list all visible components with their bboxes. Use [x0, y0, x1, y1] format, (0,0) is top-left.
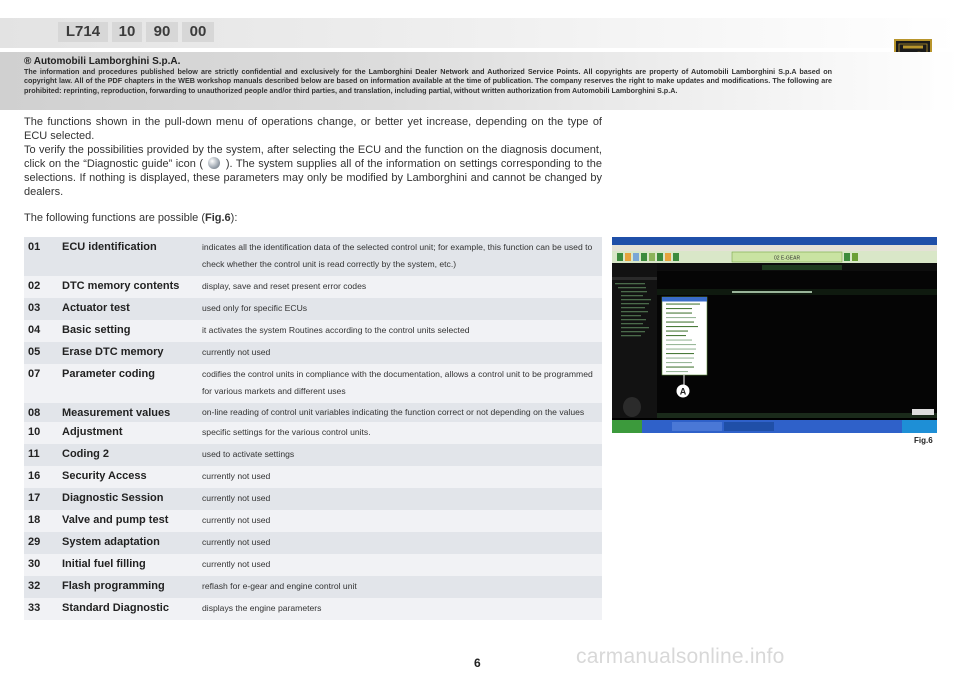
left-navigation-pane	[612, 263, 657, 418]
header-code-section: 90	[146, 22, 178, 42]
function-name: DTC memory contents	[62, 280, 180, 292]
function-name: System adaptation	[62, 536, 160, 548]
function-number: 03	[28, 302, 41, 314]
function-number: 10	[28, 426, 41, 438]
figure-reference: Fig.6	[204, 212, 231, 224]
function-number: 18	[28, 514, 41, 526]
diagnostic-software-screenshot	[612, 237, 937, 433]
function-description: specific settings for the various control units.	[202, 427, 371, 437]
figure-caption: Fig.6	[914, 436, 933, 445]
function-description: currently not used	[202, 493, 271, 503]
functions-intro	[24, 212, 237, 224]
function-description: displays the engine parameters	[202, 603, 322, 613]
function-number: 16	[28, 470, 41, 482]
function-description: indicates all the identification data of the selected control unit; for example, this function can be used to check whether the control unit is read correctly by the system, etc.)	[202, 242, 593, 269]
function-row	[24, 320, 602, 342]
header-bar	[0, 18, 960, 48]
function-description: currently not used	[202, 515, 271, 525]
function-row	[24, 364, 602, 403]
function-description: codifies the control units in compliance with the documentation, allows a control unit to be programmed for various markets and different uses	[202, 369, 593, 396]
function-row	[24, 342, 602, 364]
function-description: currently not used	[202, 347, 271, 357]
function-name: Adjustment	[62, 426, 123, 438]
function-number: 02	[28, 280, 41, 292]
function-name: Valve and pump test	[62, 514, 169, 526]
function-description: reflash for e-gear and engine control unit	[202, 581, 357, 591]
start-button	[612, 420, 642, 433]
function-number: 30	[28, 558, 41, 570]
window-title-bar	[612, 237, 937, 245]
function-description: currently not used	[202, 559, 271, 569]
copyright-title: ® Automobili Lamborghini S.p.A.	[24, 56, 181, 67]
function-number: 07	[28, 368, 41, 380]
function-name: Basic setting	[62, 324, 131, 336]
function-description: on-line reading of control unit variables indicating the function correct or not depending on the values	[202, 407, 585, 417]
function-row	[24, 510, 602, 532]
function-number: 29	[28, 536, 41, 548]
function-number: 08	[28, 407, 41, 419]
function-number: 11	[28, 448, 40, 460]
function-name: Measurement values	[62, 407, 171, 419]
function-row	[24, 276, 602, 298]
function-description: used only for specific ECUs	[202, 303, 308, 313]
function-row	[24, 554, 602, 576]
function-number: 04	[28, 324, 41, 336]
copyright-notice: The information and procedures published below are strictly confidential and exclusively for the Lamborghini Dealer Network and Authorized Service Points. All copyrights are property of Automobili Lamborghini S.p.A based on copyright law. All of the PDF chapters in the WEB workshop manuals described below are based on information available at the time of publication. The company reserves the right to make updates and modifications. The following are prohibited: reprinting, reproduction, forwarding to unauthorized people and/or third parties, and translation, including partial, without written authorization from Automobili Lamborghini S.p.A.	[24, 67, 832, 95]
function-row	[24, 598, 602, 620]
function-description: used to activate settings	[202, 449, 295, 459]
callout-marker-label: A	[679, 386, 687, 397]
function-row	[24, 444, 602, 466]
function-name: ECU identification	[62, 241, 157, 253]
function-row	[24, 237, 602, 276]
header-code-model: L714	[58, 22, 108, 42]
function-description: display, save and reset present error codes	[202, 281, 367, 291]
function-name: Standard Diagnostic	[62, 602, 169, 614]
intro-paragraph-2-end: ). The system supplies all of the information on settings corresponding to the selections. If nothing is displayed, these parameters may only be modified by Lamborghini and cannot be changed by dealers.	[24, 158, 602, 198]
screenshot-drawing	[612, 237, 937, 433]
function-name: Initial fuel filling	[62, 558, 146, 570]
function-name: Actuator test	[62, 302, 130, 314]
function-description: currently not used	[202, 537, 271, 547]
function-number: 33	[28, 602, 41, 614]
bull-silhouette	[623, 397, 641, 417]
watermark: carmanualsonline.info	[576, 645, 785, 668]
function-row	[24, 466, 602, 488]
function-name: Erase DTC memory	[62, 346, 164, 358]
function-row	[24, 532, 602, 554]
window-menu-bar	[612, 245, 937, 251]
function-name: Parameter coding	[62, 368, 155, 380]
intro-text	[24, 116, 602, 200]
function-row	[24, 298, 602, 320]
function-name: Flash programming	[62, 580, 165, 592]
function-number: 32	[28, 580, 41, 592]
function-description: it activates the system Routines according to the control units selected	[202, 325, 470, 335]
header-code-group: 10	[112, 22, 142, 42]
function-row	[24, 422, 602, 444]
function-number: 05	[28, 346, 41, 358]
diagnostic-guide-icon	[208, 157, 220, 169]
function-number: 01	[28, 241, 41, 253]
function-number: 17	[28, 492, 41, 504]
function-row	[24, 403, 602, 422]
intro-paragraph-2	[24, 144, 602, 200]
function-description: currently not used	[202, 471, 271, 481]
functions-intro-start: The following functions are possible (	[24, 212, 205, 224]
functions-intro-end: ):	[230, 212, 238, 224]
intro-paragraph-2-start: To verify the possibilities provided by the system, after selecting the ECU and the function on the diagnosis document, click on the “Diagnostic guide” icon (	[24, 143, 602, 171]
function-name: Security Access	[62, 470, 147, 482]
function-name: Coding 2	[62, 448, 110, 460]
windows-taskbar	[612, 420, 937, 433]
function-row	[24, 488, 602, 510]
functions-table	[24, 237, 602, 620]
function-name: Diagnostic Session	[62, 492, 164, 504]
ecu-selector-value: 02 E-GEAR	[773, 255, 801, 262]
header-code-sub: 00	[182, 22, 214, 42]
function-row	[24, 576, 602, 598]
intro-paragraph-1: The functions shown in the pull-down menu of operations change, or better yet increase, depending on the type of ECU selected.	[24, 116, 602, 142]
page-number: 6	[474, 656, 481, 670]
